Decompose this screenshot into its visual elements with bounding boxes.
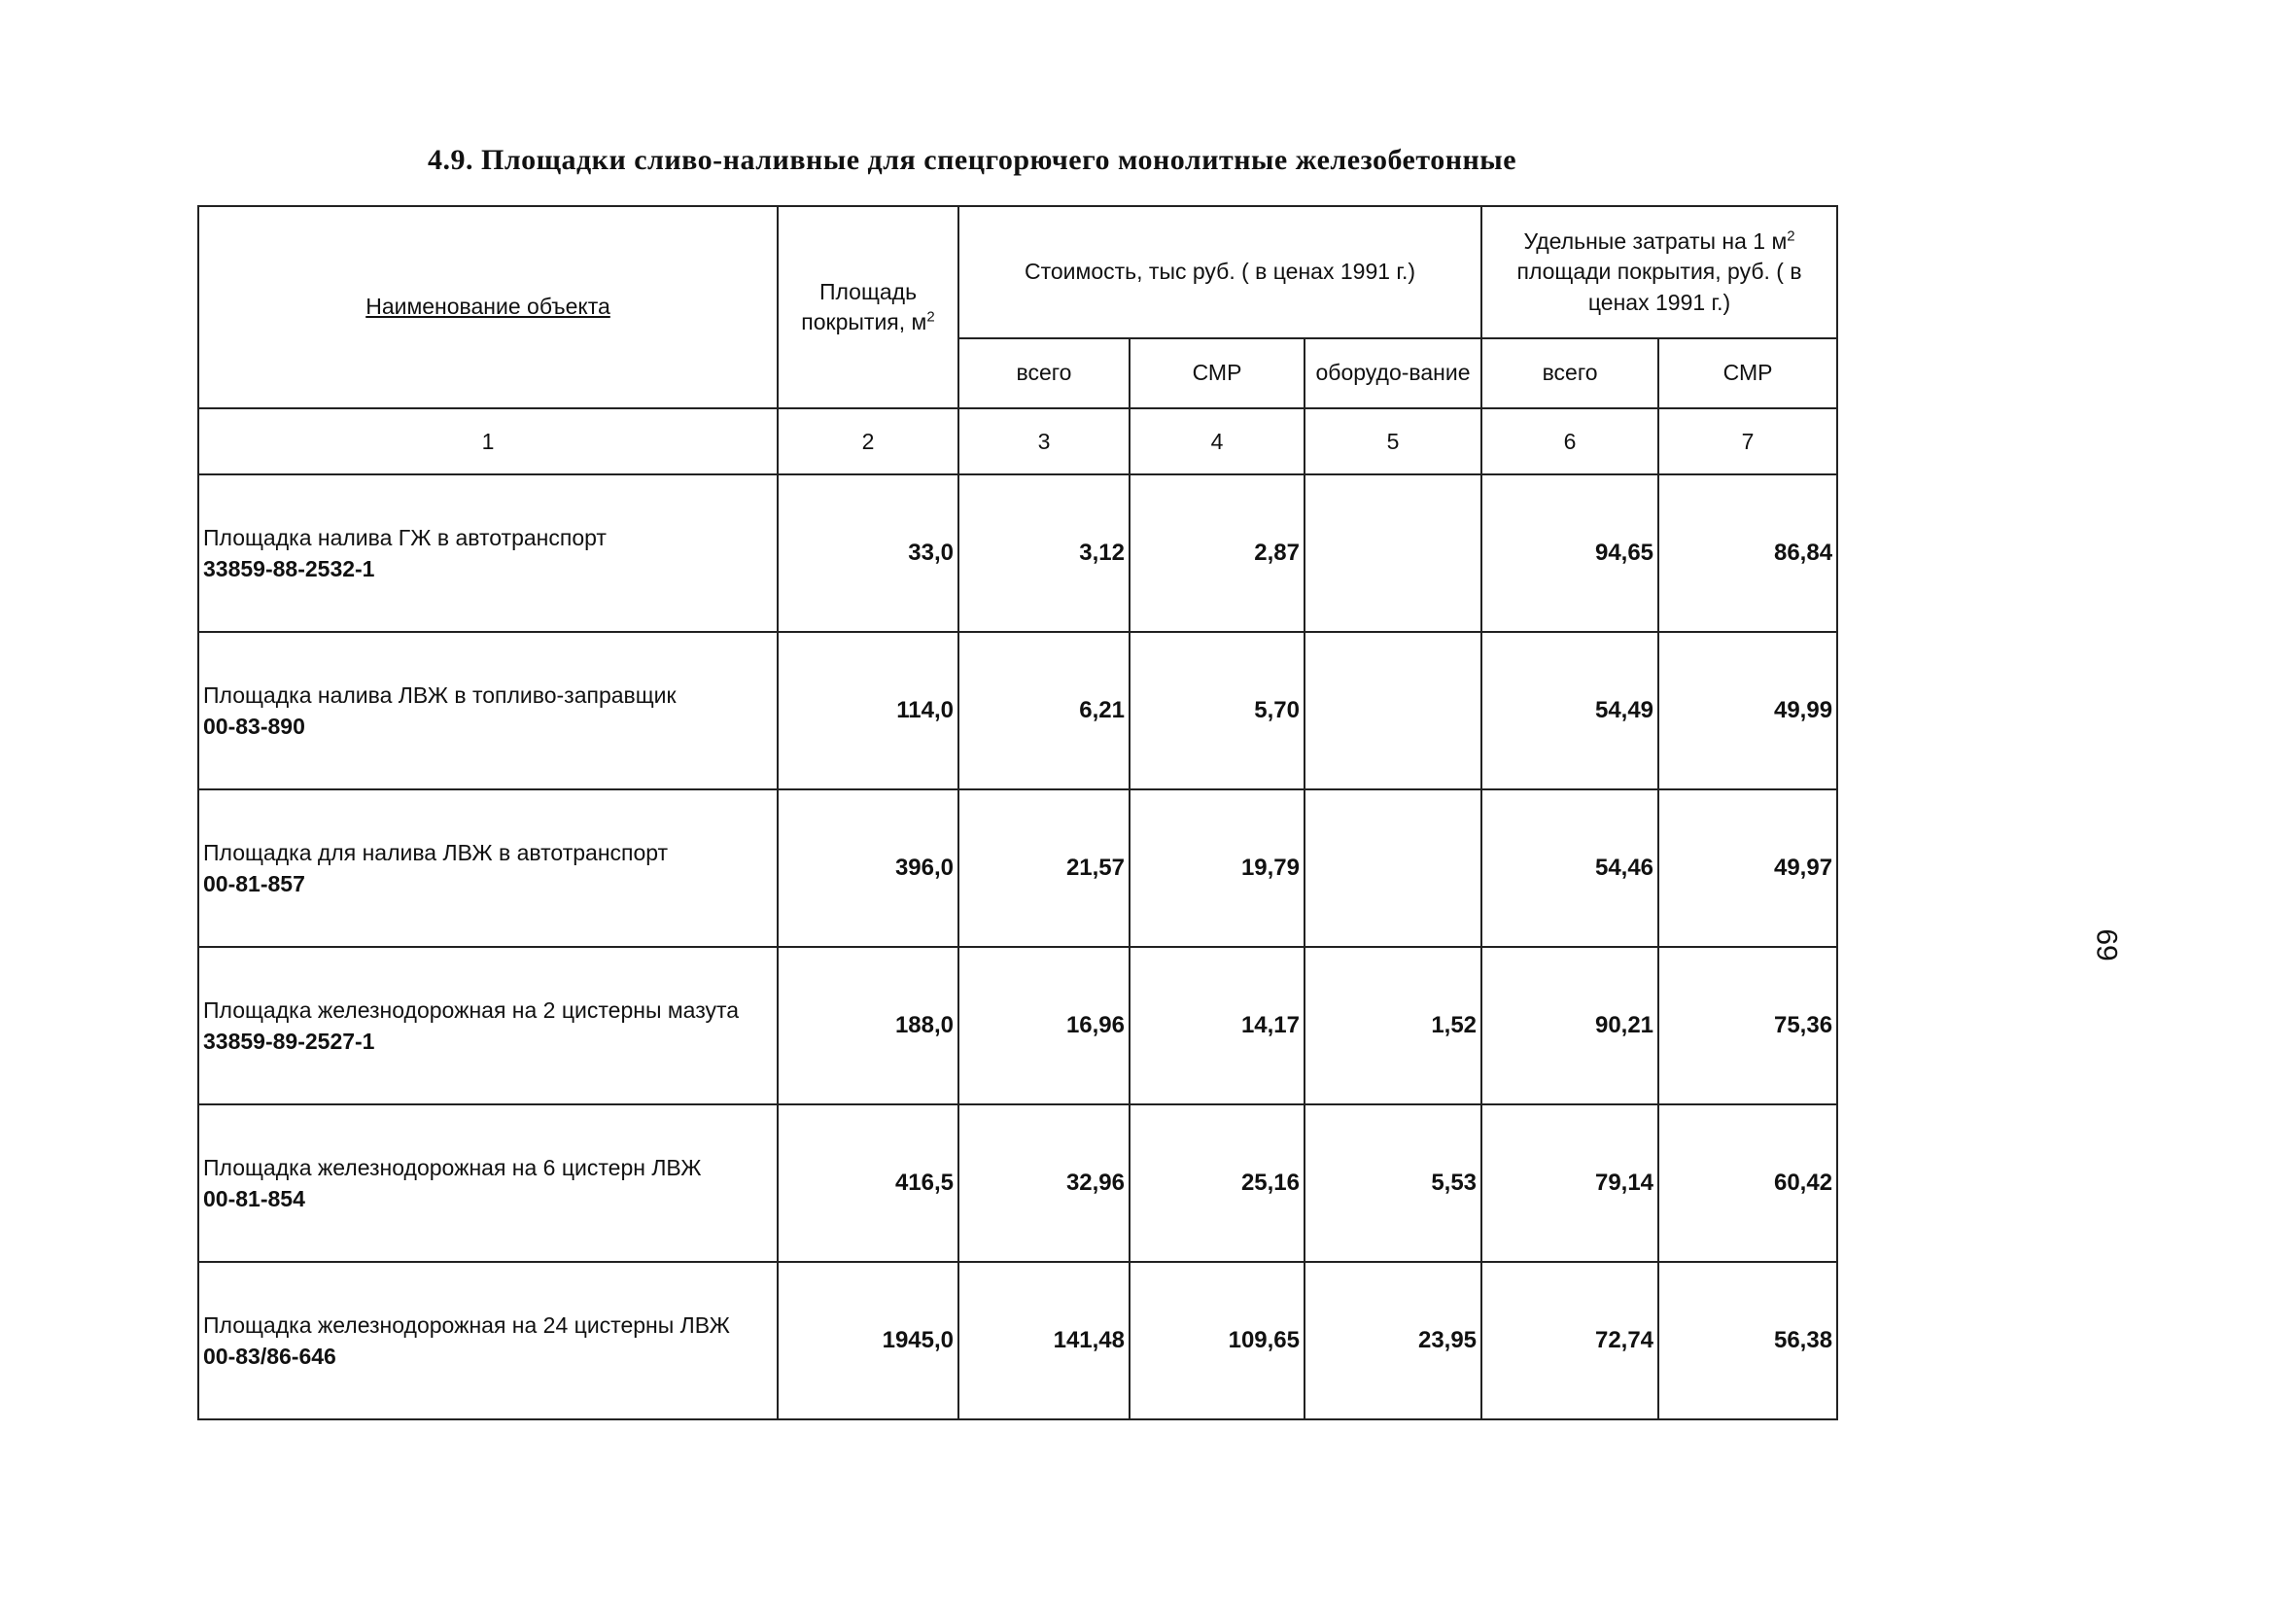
area-cell: 416,5 (778, 1104, 958, 1262)
specific-smr-cell: 75,36 (1658, 947, 1837, 1104)
table-row (198, 1104, 1837, 1262)
object-name: Площадка железнодорожная на 24 цистерны ЛВЖ (203, 1311, 730, 1338)
equipment-cell: 5,53 (1305, 1104, 1481, 1262)
equipment-cell: 1,52 (1305, 947, 1481, 1104)
specific-total-cell: 94,65 (1481, 474, 1658, 632)
object-code: 00-81-857 (203, 871, 305, 896)
specific-total-cell: 54,46 (1481, 789, 1658, 947)
header-smr-specific: СМР (1658, 338, 1837, 408)
area-cell: 114,0 (778, 632, 958, 789)
object-code: 00-81-854 (203, 1186, 305, 1211)
header-area: Площадь покрытия, $м^2$ (778, 206, 958, 408)
smr-cell: 2,87 (1130, 474, 1305, 632)
column-number: 2 (778, 408, 958, 474)
column-number: 6 (1481, 408, 1658, 474)
object-code: 33859-88-2532-1 (203, 556, 375, 581)
column-number: 7 (1658, 408, 1837, 474)
object-name: Площадка для налива ЛВЖ в автотранспорт (203, 839, 669, 865)
table-row (198, 789, 1837, 947)
smr-cell: 5,70 (1130, 632, 1305, 789)
equipment-cell (1305, 474, 1481, 632)
specific-smr-cell: 49,99 (1658, 632, 1837, 789)
column-number: 4 (1130, 408, 1305, 474)
header-total: всего (958, 338, 1130, 408)
smr-cell: 109,65 (1130, 1262, 1305, 1419)
specific-total-cell: 90,21 (1481, 947, 1658, 1104)
specific-total-cell: 79,14 (1481, 1104, 1658, 1262)
object-name: Площадка железнодорожная на 6 цистерн ЛВЖ (203, 1154, 702, 1180)
specific-smr-cell: 60,42 (1658, 1104, 1837, 1262)
specific-total-cell: 54,49 (1481, 632, 1658, 789)
object-name: Площадка железнодорожная на 2 цистерны мазута (203, 996, 740, 1023)
header-specific: Удельные затраты на 1 $м^2$ площади покрытия, руб. ( в ценах 1991 г.) (1481, 206, 1837, 338)
page-number: 69 (2090, 928, 2123, 961)
total-cell: 16,96 (958, 947, 1130, 1104)
smr-cell: 25,16 (1130, 1104, 1305, 1262)
object-code: 00-83-890 (203, 714, 305, 739)
object-name-cell (198, 632, 778, 789)
object-name-cell (198, 1262, 778, 1419)
object-name-cell (198, 947, 778, 1104)
total-cell: 141,48 (958, 1262, 1130, 1419)
object-name-cell (198, 789, 778, 947)
smr-cell: 19,79 (1130, 789, 1305, 947)
cost-table (197, 205, 1838, 1420)
object-name-cell (198, 474, 778, 632)
object-name: Площадка налива ЛВЖ в топливо-заправщик (203, 682, 677, 708)
equipment-cell: 23,95 (1305, 1262, 1481, 1419)
header-name: Наименование объекта (198, 206, 778, 408)
header-total-specific: всего (1481, 338, 1658, 408)
header-equipment: оборудо-вание (1305, 338, 1481, 408)
column-number: 5 (1305, 408, 1481, 474)
object-name: Площадка налива ГЖ в автотранспорт (203, 524, 607, 550)
object-name-cell (198, 1104, 778, 1262)
table-row (198, 632, 1837, 789)
document-title: 4.9. Площадки сливо-наливные для спецгорючего монолитные железобетонные (428, 144, 1517, 176)
specific-smr-cell: 49,97 (1658, 789, 1837, 947)
area-cell: 33,0 (778, 474, 958, 632)
equipment-cell (1305, 632, 1481, 789)
total-cell: 6,21 (958, 632, 1130, 789)
specific-smr-cell: 56,38 (1658, 1262, 1837, 1419)
area-cell: 396,0 (778, 789, 958, 947)
smr-cell: 14,17 (1130, 947, 1305, 1104)
specific-total-cell: 72,74 (1481, 1262, 1658, 1419)
table-row (198, 474, 1837, 632)
header-cost: Стоимость, тыс руб. ( в ценах 1991 г.) (958, 206, 1481, 338)
area-cell: 188,0 (778, 947, 958, 1104)
column-numbers-row (198, 408, 1837, 474)
table-body (198, 474, 1837, 1419)
column-number: 3 (958, 408, 1130, 474)
total-cell: 32,96 (958, 1104, 1130, 1262)
column-number: 1 (198, 408, 778, 474)
object-code: 00-83/86-646 (203, 1344, 336, 1369)
table-row (198, 1262, 1837, 1419)
area-cell: 1945,0 (778, 1262, 958, 1419)
header-smr: СМР (1130, 338, 1305, 408)
total-cell: 21,57 (958, 789, 1130, 947)
specific-smr-cell: 86,84 (1658, 474, 1837, 632)
table-row (198, 947, 1837, 1104)
total-cell: 3,12 (958, 474, 1130, 632)
object-code: 33859-89-2527-1 (203, 1029, 375, 1054)
equipment-cell (1305, 789, 1481, 947)
